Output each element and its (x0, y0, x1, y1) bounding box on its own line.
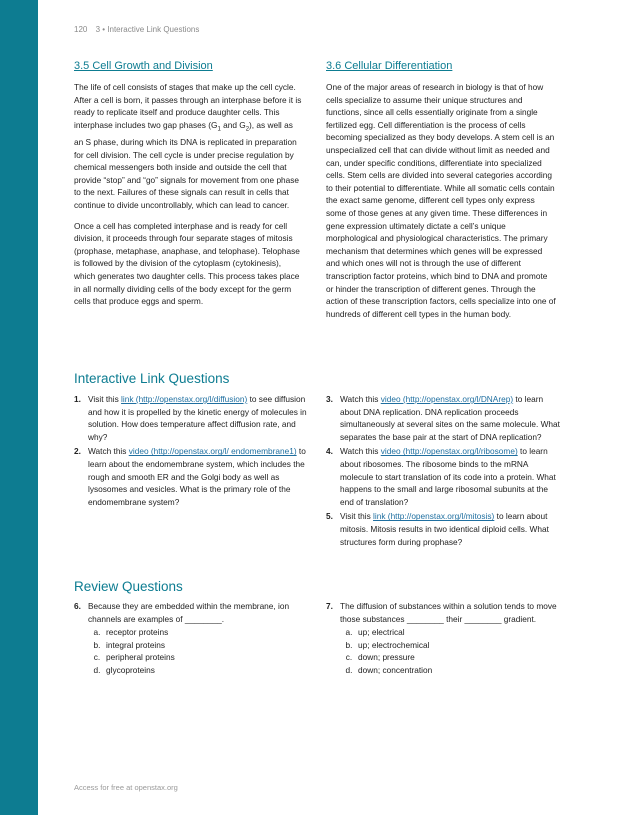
option-7b: b. up; electrochemical (345, 639, 430, 650)
dna-replication-video-link[interactable]: video (http://openstax.org/l/DNArep) (380, 394, 514, 404)
question-7-text: The diffusion of substances within a solution tends to move those substances ________ their ________ gradient. (340, 601, 557, 624)
option-6b: b. integral proteins (93, 639, 166, 650)
diffusion-link[interactable]: link (http://openstax.org/l/diffusion) (121, 394, 248, 404)
section-3-6-paragraph-1: One of the major areas of research in biology is that of how cells specialize to assume their unique structures and functions, since all cells essentially originate from a single fertilized egg. Cell differentiation is the process of cells becoming specialized as they body develops. A stem cell is an unspecialized cell that can divide without limit as needed and can, under specific conditions, differentiate into specialized cells. Stem cells are divided into several categories according to their potential to differentiate. While all somatic cells contain the exact same genome, different cell types only express some of those genes at any given time. These differences in gene expression ultimately dictate a cell’s unique morphological and physiological characteristics. The primary mechanism that determines which genes will be expressed and which ones will not is through the use of different transcription factor proteins, which bind to DNA and promote or hinder the transcription of different genes. Through the action of these transcription factors, cells specialize into one of hundreds of different cell types in the human body. (326, 82, 556, 319)
option-6a: a. receptor proteins (93, 627, 169, 638)
ribosome-video-link[interactable]: video (http://openstax.org/l/ribosome) (380, 446, 518, 457)
question-6-text: Because they are embedded within the membrane, ion channels are examples of ________. (88, 601, 290, 624)
page-number: 120 (74, 25, 88, 34)
option-7a: a. up; electrical (345, 627, 405, 638)
ilq-left-list (74, 393, 309, 510)
review-question-7: 7. The diffusion of substances within a solution tends to move those substances ________ their ________ gradient. a. up; electrical b. up; electrochemical c. down; pressure d. down; concentration (326, 600, 561, 679)
section-3-5-paragraph-1: The life of cell consists of stages that make up the cell cycle. After a cell is born, it passes through an interphase before it is ready to replicate itself and produce daughter cells. This interphase includes two gap phases ($G_1$ and $G_2$), as well as an S phase, during which its DNA is replicated in preparation for cell division. The cell cycle is under precise regulation by chemical messengers both inside and outside the cell that provide “stop” and “go” signals for movement from one phase to the next. Failures of these signals can result in cells that continue to divide uncontrollably, which can lead to cancer. (74, 82, 302, 210)
question-2: 2. Watch this video (http://openstax.org/l/ endomembrane1) to learn about the endomembrane system, which includes the rough and smooth ER and the Golgi body as well as lysosomes and vesicles. What is the primary role of the endomembrane system? (74, 446, 306, 507)
ilq-right-list (326, 393, 561, 550)
page-header (74, 25, 199, 34)
section-3-6 (326, 60, 556, 328)
question-4: 4. Watch this video (http://openstax.org/l/ribosome) to learn about ribosomes. The ribosome binds to the mRNA molecule to start translation of its code into a protein. What happens to the small and large ribosomal subunits at the end of translation? (326, 446, 556, 507)
question-3: 3. Watch this video (http://openstax.org/l/DNArep) to learn about DNA replication. DNA replication proceeds simultaneously at several sites on the same molecule. What separates the base pair at the start of DNA replication? (326, 394, 560, 442)
question-5: 5. Visit this link (http://openstax.org/l/mitosis) to learn about mitosis. Mitosis results in two identical diploid cells. What structures form during prophase? (326, 511, 549, 547)
section-3-5 (74, 60, 304, 316)
chapter-sidebar-band (0, 0, 38, 815)
chapter-label: 3 • Interactive Link Questions (95, 25, 200, 34)
option-6d: d. glycoproteins (93, 664, 155, 675)
interactive-link-questions-title: Interactive Link Questions (74, 371, 230, 386)
endomembrane-video-link[interactable]: video (http://openstax.org/l/ endomembrane1) (128, 446, 297, 457)
section-3-5-title[interactable]: 3.5 Cell Growth and Division (74, 60, 213, 72)
page-footer: Access for free at openstax.org (74, 783, 178, 792)
question-7-options (340, 626, 561, 676)
question-6-options (88, 626, 309, 676)
option-7c: c. down; pressure (345, 652, 415, 663)
option-7d: d. down; concentration (345, 664, 433, 675)
section-3-5-paragraph-2: Once a cell has completed interphase and is ready for cell division, it proceeds through four separate stages of mitosis (prophase, metaphase, anaphase, and telophase). Telophase is followed by the division of the cytoplasm (cytokinesis), which generates two daughter cells. This process takes place in all normally dividing cells of the body except for the germ cells that produce eggs and sperm. (74, 220, 300, 307)
review-question-6: 6. Because they are embedded within the membrane, ion channels are examples of ________. a. receptor proteins b. integral proteins c. peripheral proteins d. glycoproteins (74, 600, 309, 679)
section-3-6-title[interactable]: 3.6 Cellular Differentiation (326, 60, 453, 72)
option-6c: c. peripheral proteins (93, 652, 175, 663)
review-questions-title: Review Questions (74, 579, 183, 594)
question-1: 1. Visit this link (http://openstax.org/l/diffusion) to see diffusion and how it is propelled by the kinetic energy of molecules in solution. How does temperature affect diffusion rate, and why? (74, 394, 307, 442)
mitosis-link[interactable]: link (http://openstax.org/l/mitosis) (373, 511, 495, 522)
